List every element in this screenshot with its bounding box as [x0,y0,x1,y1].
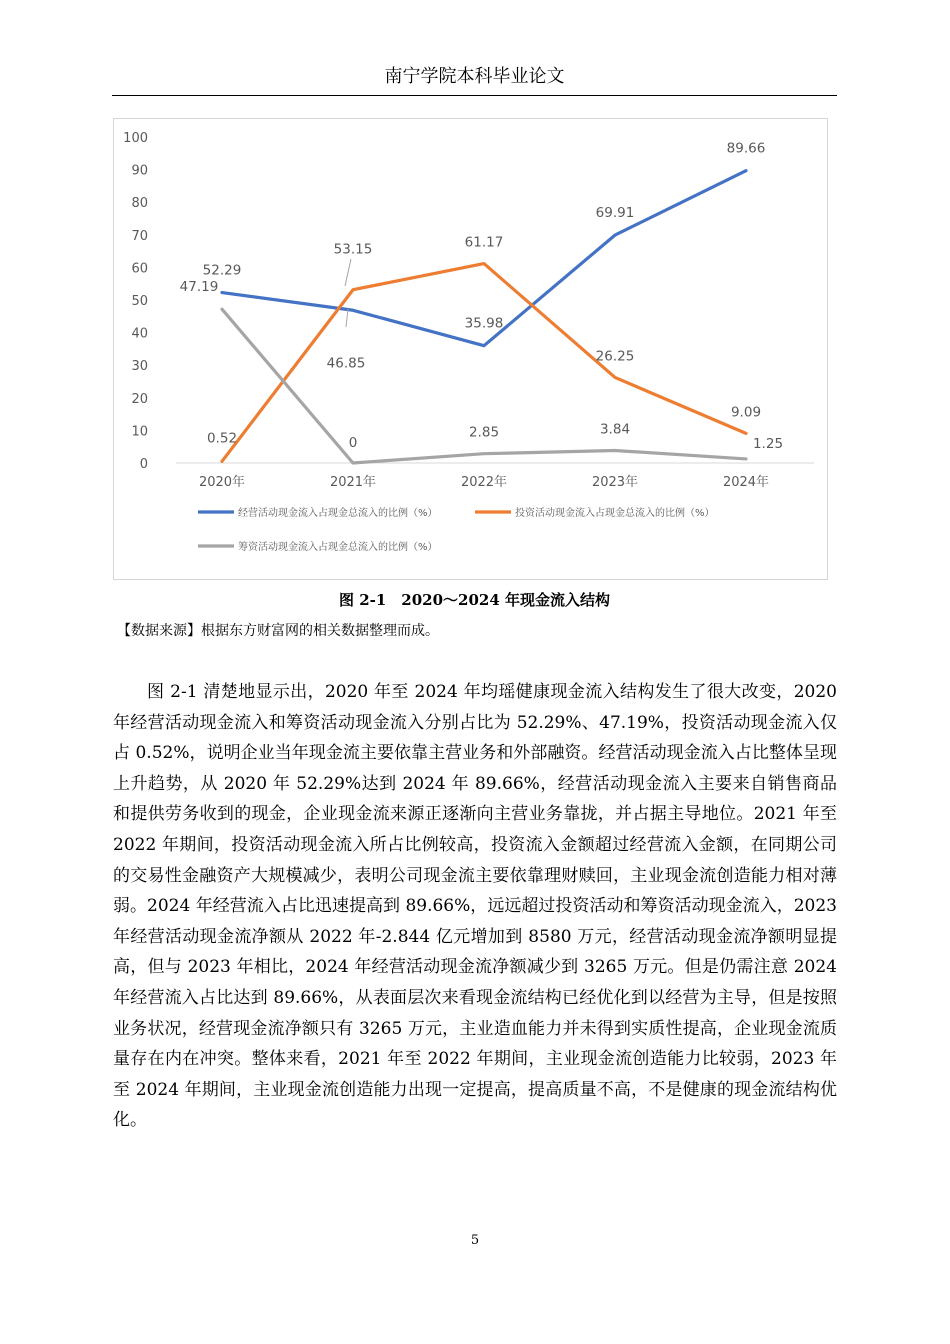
running-header: 南宁学院本科毕业论文 [384,66,565,87]
data-label: 53.15 [333,241,373,258]
data-label: 3.84 [599,421,631,438]
y-tick-label: 20 [131,391,148,407]
data-label: 0 [348,435,358,451]
y-tick-label: 30 [131,359,148,375]
data-label: 26.25 [595,348,635,365]
y-tick-label: 90 [131,163,148,179]
x-tick-label: 2020年 [198,475,246,490]
y-tick-label: 50 [131,294,148,309]
y-tick-label: 40 [131,326,148,342]
page-number: 5 [470,1233,480,1248]
chart-svg [114,119,829,581]
y-tick-label: 100 [123,131,148,146]
x-tick-label: 2021年 [329,475,377,490]
x-tick-label: 2023年 [591,475,639,490]
header-rule [112,95,837,96]
y-tick-label: 10 [131,424,148,440]
data-label: 47.19 [179,279,219,296]
data-label: 35.98 [464,315,504,332]
data-label: 2.85 [468,424,500,441]
y-tick-label: 80 [131,196,148,212]
y-tick-label: 0 [139,457,148,472]
legend-label-1: 经营活动现金流入占现金总流入的比例（%） [238,508,438,519]
x-tick-label: 2024年 [722,475,770,490]
data-label: 89.66 [726,140,766,157]
y-tick-label: 70 [131,228,148,244]
legend-label-2: 投资活动现金流入占现金总流入的比例（%） [515,508,715,519]
data-label: 0.52 [206,430,238,447]
body-paragraph: 图 2-1 清楚地显示出，2020 年至 2024 年均瑶健康现金流入结构发生了很大改变，2020 年经营活动现金流入和筹资活动现金流入分别占比为 52.29%、47.19%，投资活动现金流入仅占 0.52%，说明企业当年现金流主要依靠主营业务和外部融资。经营活动现金流入占比整体呈现上升趋势，从 2020 年 52.29%达到 2024 年 89.66%，经营活动现金流入主要来自销售商品和提供劳务收到的现金，企业现金流来源正逐渐向主营业务靠拢，并占据主导地位。2021 年至 2022 年期间，投资活动现金流入所占比例较高，投资流入金额超过经营流入金额，在同期公司的交易性金融资产大规模减少，表明公司现金流主要依靠理财赎回，主业现金流创造能力相对薄弱。2024 年经营流入占比迅速提高到 89.66%，远远超过投资活动和筹资活动现金流入，2023 年经营活动现金流净额从 2022 年-2.844 亿元增加到 8580 万元，经营活动现金流净额明显提高，但与 2023 年相比，2024 年经营活动现金流净额减少到 3265 万元。但是仍需注意 2024 年经营流入占比达到 89.66%，从表面层次来看现金流结构已经优化到以经营为主导，但是按照业务状况，经营现金流净额只有 3265 万元，主业造血能力并未得到实质性提高，企业现金流质量存在内在冲突。整体来看，2021 年至 2022 年期间，主业现金流创造能力比较弱，2023 年至 2024 年期间，主业现金流创造能力出现一定提高，提高质量不高，不是健康的现金流结构优化。 [113,682,837,1131]
data-label: 69.91 [595,205,635,222]
y-tick-label: 60 [131,261,148,277]
figure-caption: 图 2-1 2020～2024 年现金流入结构 [338,591,611,609]
data-label: 46.85 [326,355,366,372]
x-tick-label: 2022年 [460,475,508,490]
data-label: 52.29 [202,262,242,279]
data-label-leader [346,309,348,327]
data-label: 9.09 [730,404,762,421]
cash-inflow-chart [113,118,828,580]
data-label: 1.25 [752,435,784,452]
data-label-leader [345,259,351,286]
data-label: 61.17 [464,234,504,251]
data-source-note: 【数据来源】根据东方财富网的相关数据整理而成。 [117,623,439,639]
legend-label-3: 筹资活动现金流入占现金总流入的比例（%） [238,542,438,553]
